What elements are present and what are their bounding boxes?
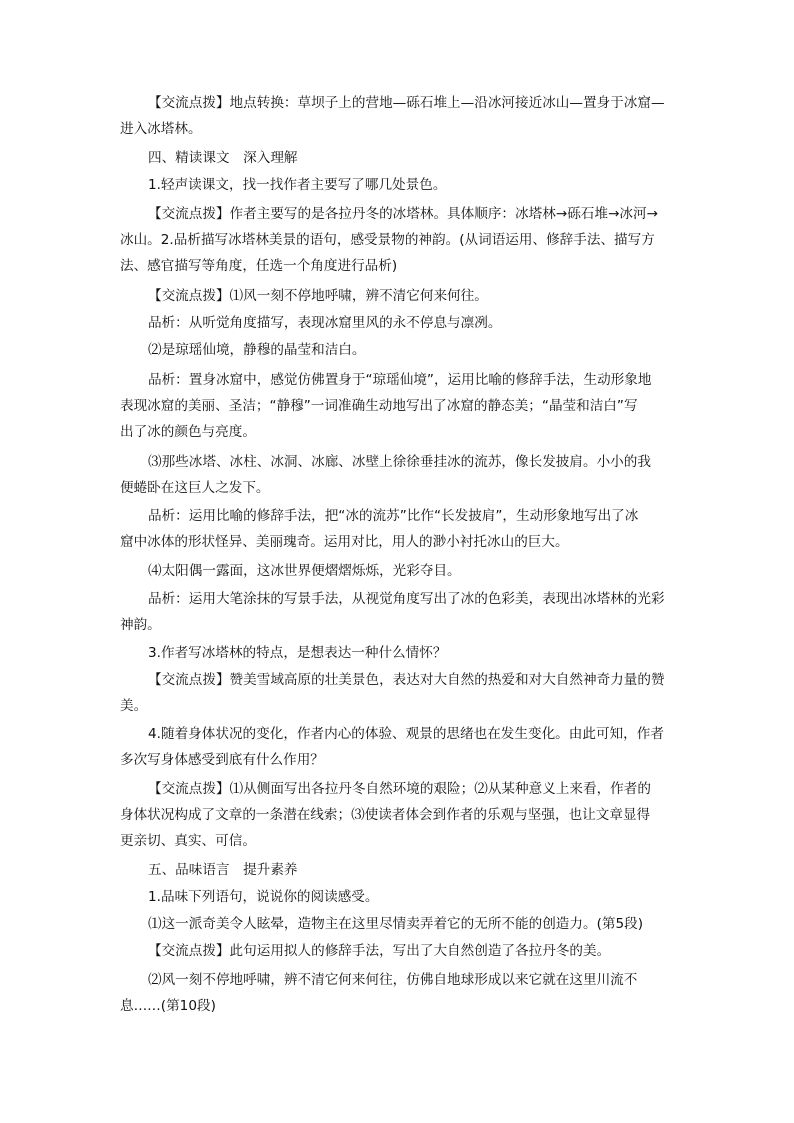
answer-5-item-1	[120, 938, 680, 964]
analysis-3	[120, 503, 680, 555]
question-5	[120, 884, 680, 910]
text-line: 【交流点拨】地点转换：草坝子上的营地—砾石堆上—沿冰河接近冰山—置身于冰窟—	[148, 95, 665, 111]
location-change-note	[120, 90, 680, 142]
text-line: 4.随着身体状况的变化，作者内心的体验、观景的思绪也在发生变化。由此可知，作者	[148, 726, 664, 742]
answer-3	[120, 667, 680, 719]
text-line: 冰山。2.品析描写冰塔林美景的语句，感受景物的神韵。(从词语运用、修辞手法、描写方	[120, 232, 655, 248]
text-line: ⑵风一刻不停地呼啸，辨不清它何来何往，仿佛自地球形成以来它就在这里川流不	[148, 972, 638, 988]
text-line: 身体状况构成了文章的一条潜在线索；⑶使读者体会到作者的乐观与坚强，也让文章显得	[120, 807, 651, 823]
section-heading	[120, 857, 680, 883]
text-line: ⑷太阳偶一露面，这冰世界便熠熠烁烁，光彩夺目。	[148, 563, 461, 579]
quote-2	[120, 967, 680, 1019]
answer-1	[120, 201, 680, 279]
question-4	[120, 721, 680, 773]
text-line: ⑵是琼瑶仙境，静穆的晶莹和洁白。	[148, 342, 366, 358]
text-line: 进入冰塔林。	[120, 121, 202, 137]
text-line: 1.品味下列语句，说说你的阅读感受。	[148, 889, 379, 905]
text-line: 表现冰窟的美丽、圣洁；“静穆”一词准确生动地写出了冰窟的静态美；“晶莹和洁白”写	[120, 398, 638, 414]
text-line: 3.作者写冰塔林的特点，是想表达一种什么情怀？	[148, 645, 447, 661]
text-line: 品析：从听觉角度描写，表现冰窟里风的永不停息与凛冽。	[148, 315, 502, 331]
text-line: 便蜷卧在这巨人之发下。	[120, 480, 270, 496]
text-line: 品析：运用比喻的修辞手法，把“冰的流苏”比作“长发披肩”，生动形象地写出了冰	[148, 508, 639, 524]
text-line: 息……(第10段)	[120, 998, 216, 1014]
text-line: 【交流点拨】此句运用拟人的修辞手法，写出了大自然创造了各拉丹冬的美。	[148, 943, 611, 959]
answer-2-item-2	[120, 337, 680, 363]
answer-2-item-1	[120, 283, 680, 309]
question-1	[120, 172, 680, 198]
text-line: 【交流点拨】⑴从侧面写出各拉丹冬自然环境的艰险；⑵从某种意义上来看，作者的	[148, 781, 651, 797]
question-3	[120, 640, 680, 666]
text-line: 五、品味语言 提升素养	[148, 862, 298, 878]
text-line: 法、感官描写等角度，任选一个角度进行品析)	[120, 258, 398, 274]
text-line: 【交流点拨】作者主要写的是各拉丹冬的冰塔林。具体顺序：冰塔林→砾石堆→冰河→	[148, 206, 658, 222]
text-line: 四、精读课文 深入理解	[148, 150, 298, 166]
analysis-4	[120, 586, 680, 638]
text-line: 美。	[120, 698, 148, 714]
section-heading	[120, 145, 680, 171]
answer-2-item-3	[120, 449, 680, 501]
text-line: 品析：运用大笔涂抹的写景手法，从视觉角度写出了冰的色彩美，表现出冰塔林的光彩	[148, 591, 665, 607]
text-line: 【交流点拨】⑴风一刻不停地呼啸，辨不清它何来何往。	[148, 288, 488, 304]
answer-4	[120, 776, 680, 854]
text-line: 【交流点拨】赞美雪域高原的壮美景色，表达对大自然的热爱和对大自然神奇力量的赞	[148, 672, 665, 688]
answer-2-item-4	[120, 558, 680, 584]
text-line: 1.轻声读课文，找一找作者主要写了哪几处景色。	[148, 177, 447, 193]
text-line: 更亲切、真实、可信。	[120, 833, 256, 849]
text-line: ⑴这一派奇美令人眩晕，造物主在这里尽情卖弄着它的无所不能的创造力。(第5段)	[148, 916, 644, 932]
analysis-2	[120, 367, 680, 445]
quote-1	[120, 911, 680, 937]
analysis-1	[120, 310, 680, 336]
text-line: 品析：置身冰窟中，感觉仿佛置身于“琼瑶仙境”，运用比喻的修辞手法，生动形象地	[148, 372, 652, 388]
text-line: 窟中冰体的形状怪异、美丽瑰奇。运用对比，用人的渺小衬托冰山的巨大。	[120, 534, 569, 550]
text-line: 神韵。	[120, 617, 161, 633]
text-line: 多次写身体感受到底有什么作用？	[120, 752, 324, 768]
text-line: ⑶那些冰塔、冰柱、冰洞、冰廊、冰壁上徐徐垂挂冰的流苏，像长发披肩。小小的我	[148, 454, 651, 470]
text-line: 出了冰的颜色与亮度。	[120, 424, 256, 440]
